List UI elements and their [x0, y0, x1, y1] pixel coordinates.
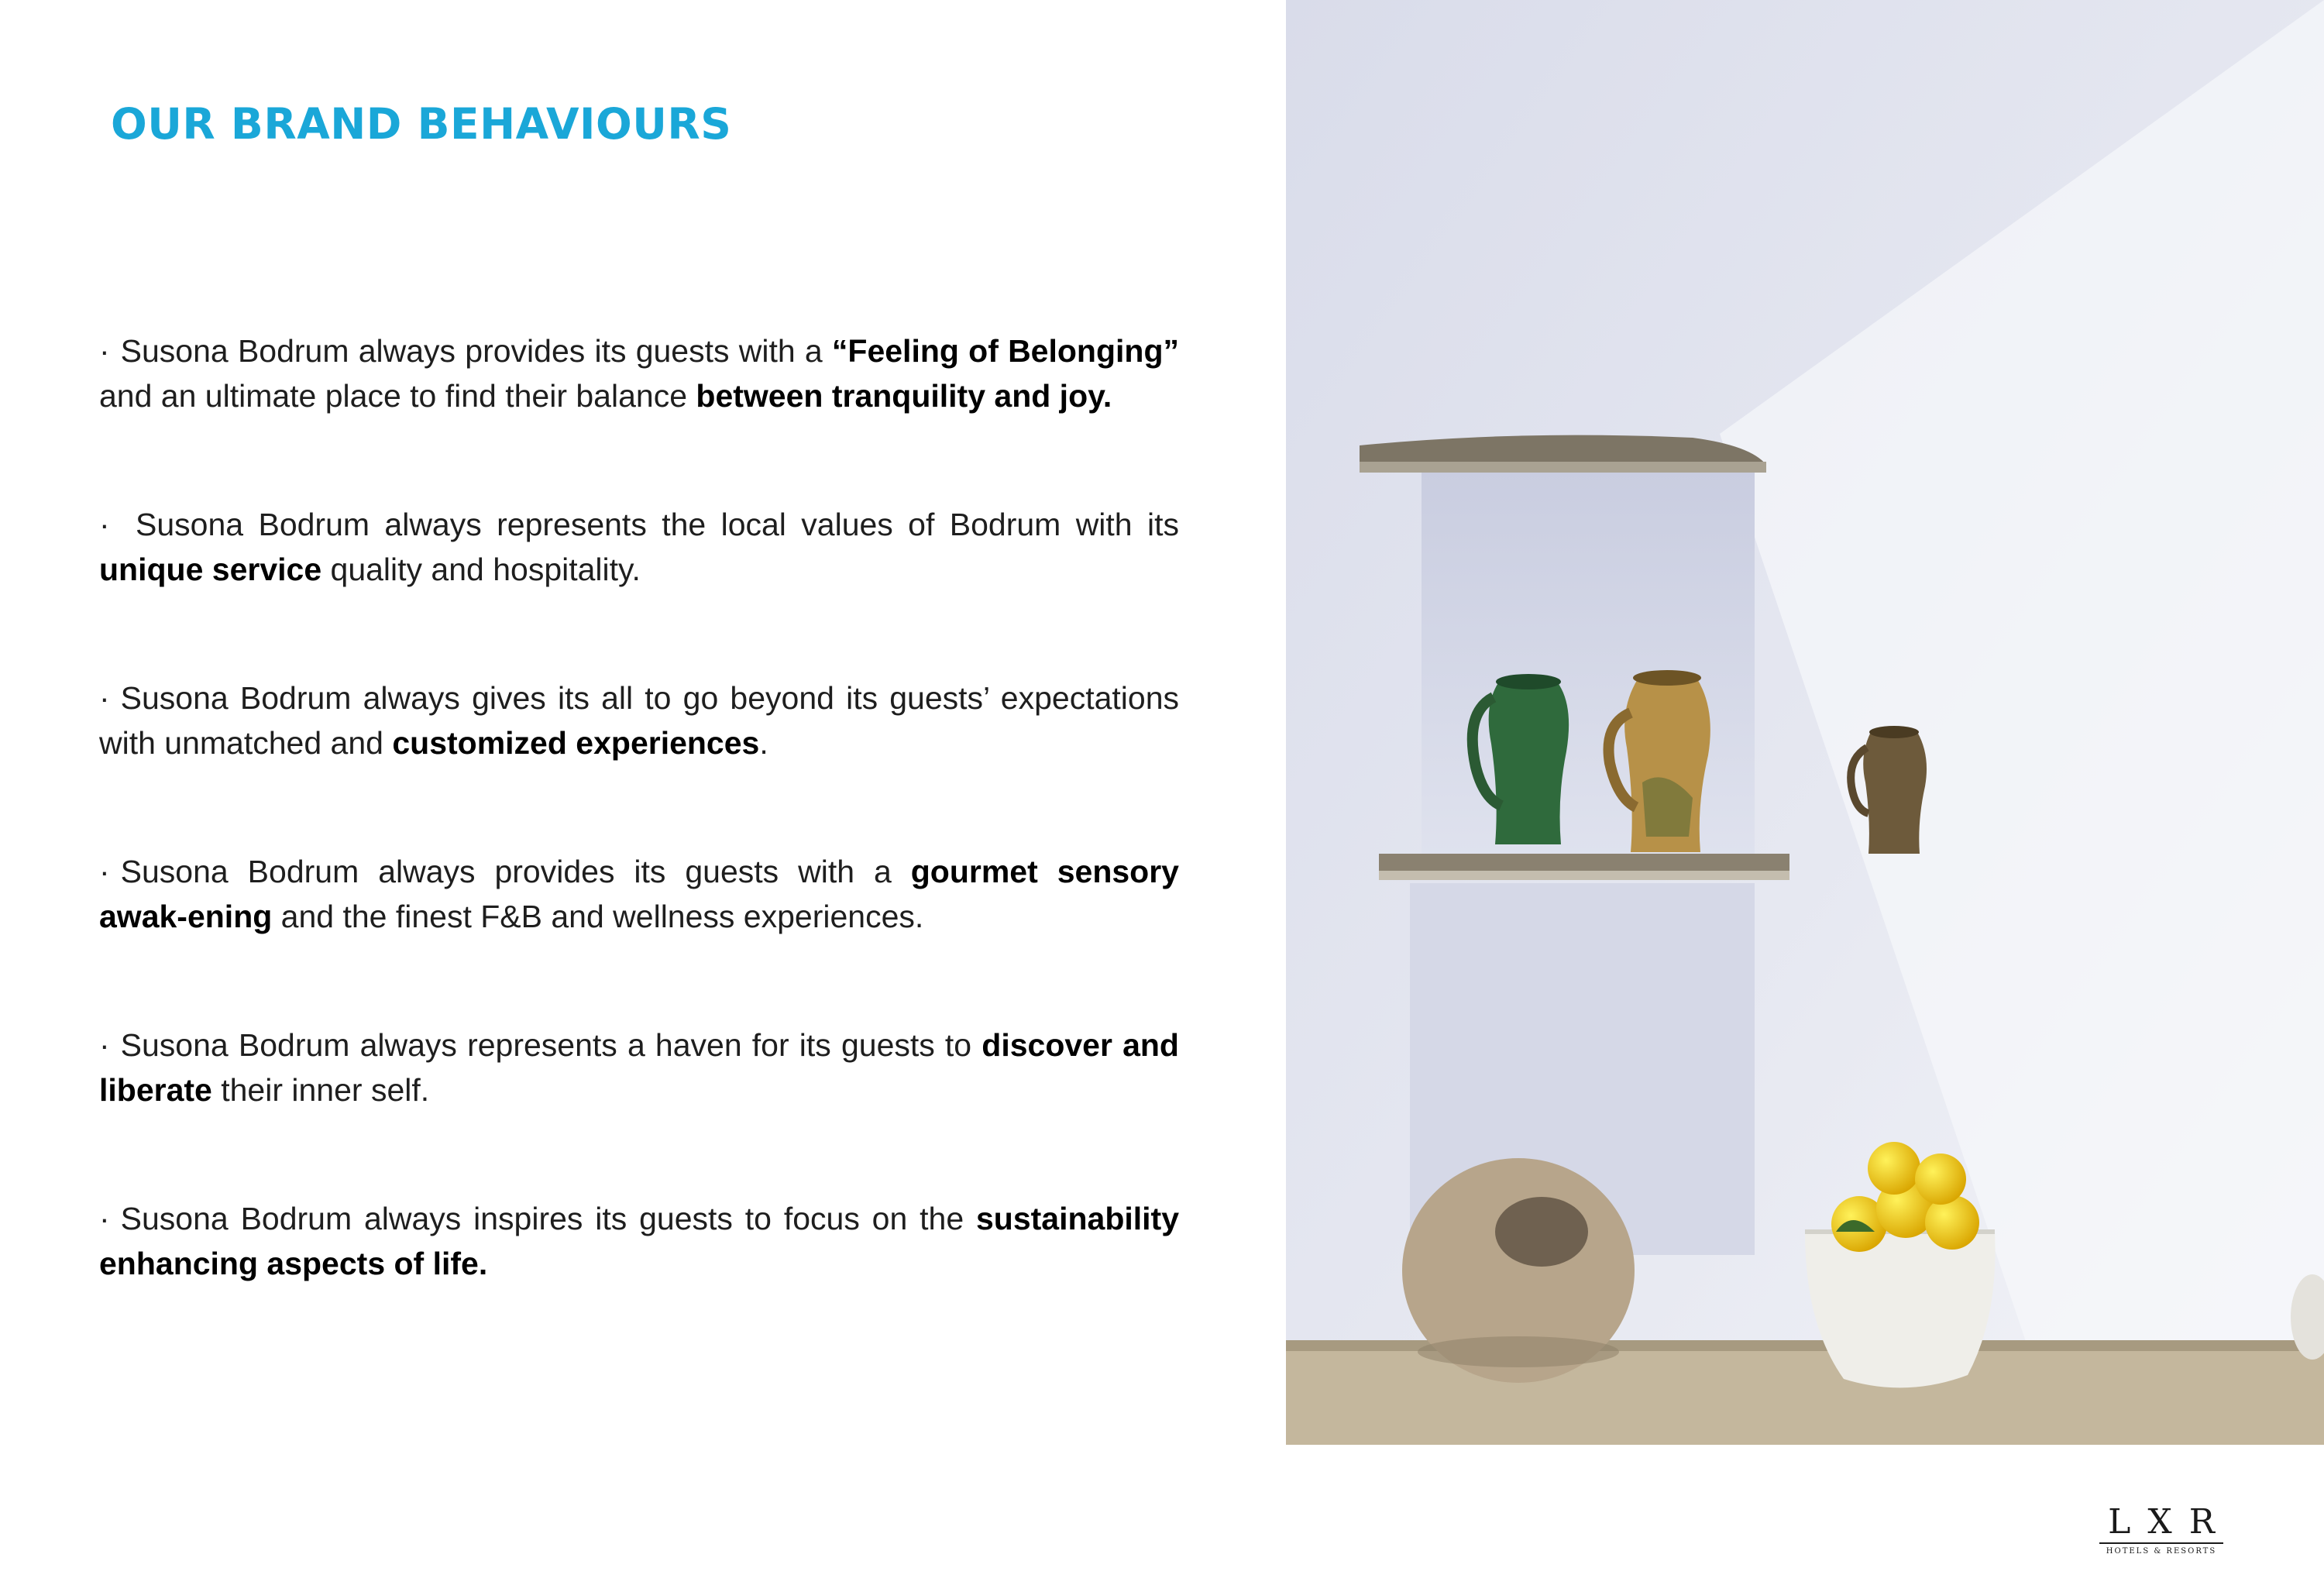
stone-millwheel	[1402, 1158, 1635, 1383]
list-item	[99, 676, 1179, 765]
bullet-text: and the finest F&B and wellness experiences.	[272, 899, 924, 934]
list-item	[99, 328, 1179, 418]
logo-wordmark: LXR	[2108, 1502, 2232, 1542]
bullet-text: Susona Bodrum always provides its guests with a	[120, 854, 911, 889]
bullet-emphasis: discover and liberate	[99, 1027, 1179, 1108]
list-item	[99, 849, 1179, 939]
brand-behaviours-list	[99, 328, 1179, 1370]
bullet-emphasis: “Feeling of Belonging”	[831, 333, 1179, 369]
bullet-dot: ·	[99, 680, 110, 716]
bullet-emphasis: sustainability enhancing aspects of life.	[99, 1201, 1179, 1281]
bullet-dot: ·	[99, 333, 110, 369]
bullet-text: Susona Bodrum always represents the local values of Bodrum with its	[120, 507, 1179, 542]
bullet-dot: ·	[99, 854, 110, 889]
bullet-emphasis: customized experiences	[392, 725, 760, 761]
bullet-text: their inner self.	[211, 1072, 430, 1108]
bullet-text: Susona Bodrum always gives its all to go beyond its guests’ expectations with unmatched and	[99, 680, 1179, 761]
list-item	[99, 1023, 1179, 1112]
bullet-dot: ·	[99, 507, 110, 542]
bullet-text: Susona Bodrum always represents a haven for its guests to	[120, 1027, 982, 1063]
bullet-text: and an ultimate place to find their balance	[99, 378, 696, 414]
logo-subtitle: HOTELS & RESORTS	[2106, 1547, 2217, 1556]
bullet-text: quality and hospitality.	[321, 552, 641, 587]
list-item	[99, 502, 1179, 592]
page-title: OUR BRAND BEHAVIOURS	[111, 99, 732, 149]
bullet-text: Susona Bodrum always provides its guests with a	[120, 333, 832, 369]
logo-divider	[2099, 1542, 2223, 1544]
lxr-logo	[2092, 1504, 2231, 1560]
bullet-dot: ·	[99, 1201, 110, 1236]
list-item	[99, 1196, 1179, 1286]
hero-photo	[1286, 0, 2324, 1445]
bullet-emphasis: gourmet sensory awak-ening	[99, 854, 1179, 934]
whitewashed-niche-illustration	[1286, 0, 2324, 1445]
bullet-emphasis: unique service	[99, 552, 322, 587]
bullet-dot: ·	[99, 1027, 110, 1063]
bullet-text: Susona Bodrum always inspires its guests to focus on the	[120, 1201, 976, 1236]
bullet-text: .	[759, 725, 768, 761]
bullet-emphasis: between tranquility and joy.	[696, 378, 1112, 414]
